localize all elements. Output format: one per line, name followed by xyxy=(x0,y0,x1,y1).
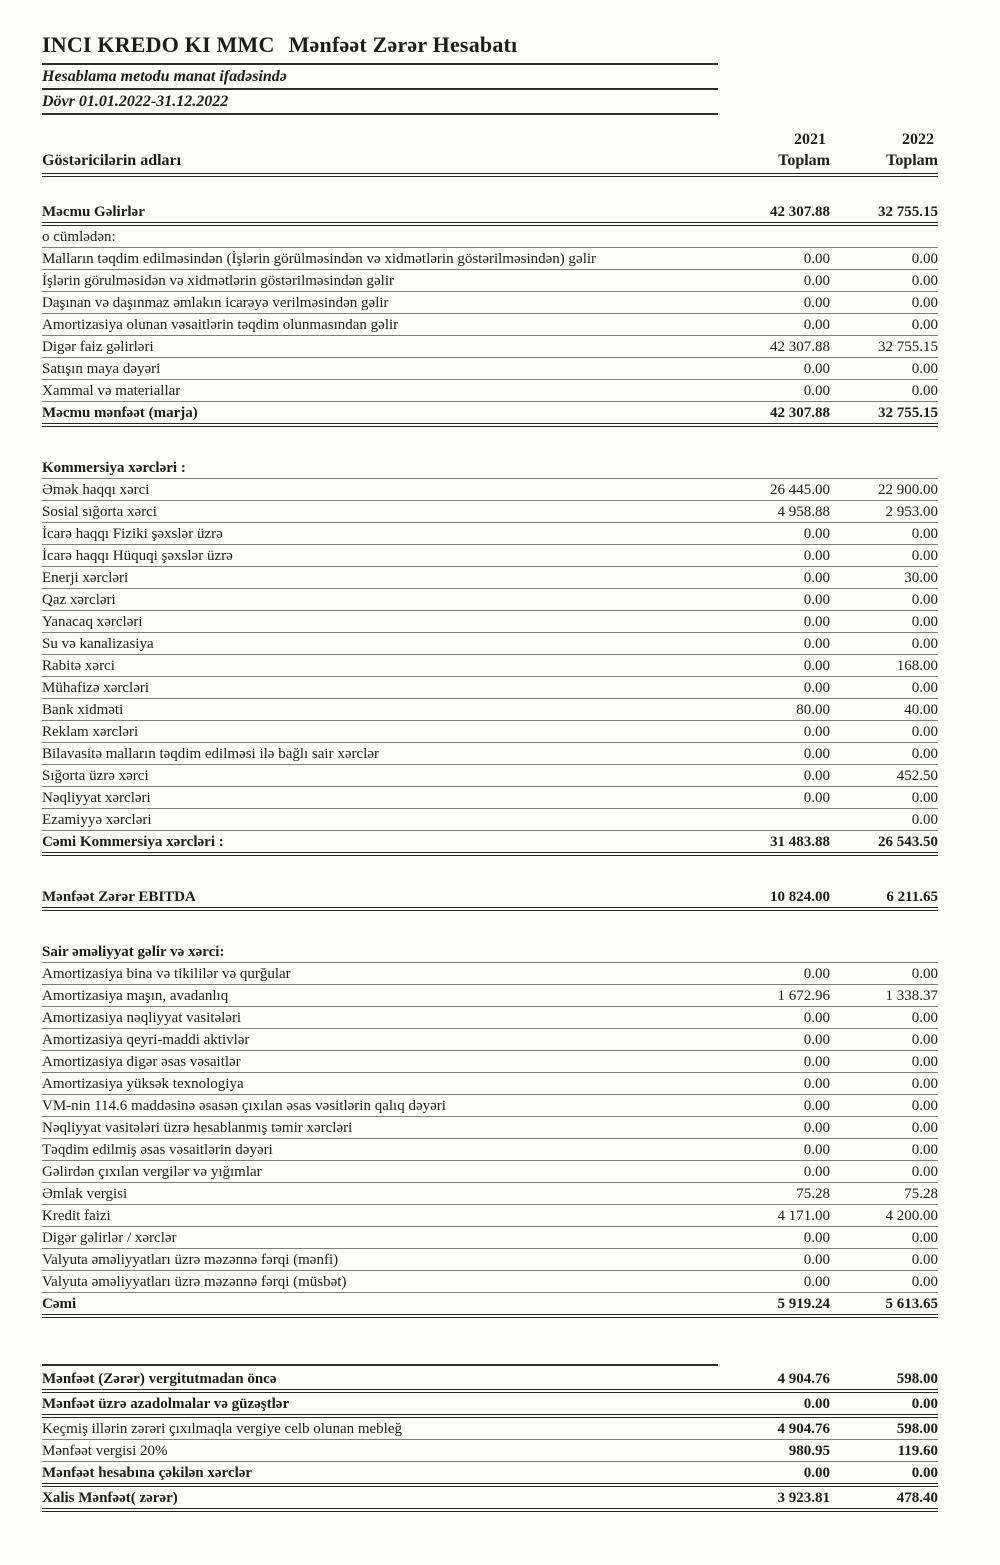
row-label: Xammal və materiallar xyxy=(42,383,181,399)
row-label: Amortizasiya bina və tikililər və qurğular xyxy=(42,966,291,982)
table-row xyxy=(42,314,938,336)
row-label: Məcmu mənfəət (marja) xyxy=(42,405,198,421)
value-2022: 32 755.15 xyxy=(878,204,938,220)
value-2022: 478.40 xyxy=(896,1490,938,1506)
value-2021: 42 307.88 xyxy=(770,339,830,355)
value-2022: 0.00 xyxy=(911,614,938,630)
value-2022: 0.00 xyxy=(911,1076,938,1092)
table-row xyxy=(42,1161,938,1183)
value-2022: 5 613.65 xyxy=(885,1296,938,1312)
table-row xyxy=(42,358,938,380)
value-2022: 598.00 xyxy=(896,1371,938,1387)
value-2022: 2 953.00 xyxy=(885,504,938,520)
value-2021: 4 171.00 xyxy=(777,1208,830,1224)
row-label: İcarə haqqı Fiziki şəxslər üzrə xyxy=(42,526,223,542)
value-2022: 0.00 xyxy=(911,1120,938,1136)
row-label: Amortizasiya olunan vəsaitlərin təqdim olunmasından gəlir xyxy=(42,317,399,333)
table-row xyxy=(42,292,938,314)
value-2021: 0.00 xyxy=(803,383,830,399)
value-2021: 3 923.81 xyxy=(777,1490,830,1506)
row-label: Satışın maya dəyəri xyxy=(42,361,161,377)
row-label: Amortizasiya nəqliyyat vasitələri xyxy=(42,1010,242,1026)
value-2022: 0.00 xyxy=(911,1054,938,1070)
value-2022: 168.00 xyxy=(896,658,938,674)
table-row xyxy=(42,963,938,985)
table-row xyxy=(42,248,938,270)
table-row xyxy=(42,743,938,765)
row-label: Digər gəlirlər / xərclər xyxy=(42,1230,177,1246)
table-row xyxy=(42,380,938,402)
value-2022: 0.00 xyxy=(911,1142,938,1158)
value-2021: 0.00 xyxy=(803,658,830,674)
row-label: İcarə haqqı Hüquqi şəxslər üzrə xyxy=(42,548,233,564)
row-label: Mənfəət hesabına çəkilən xərclər xyxy=(42,1465,253,1481)
column-2022-header xyxy=(830,131,938,170)
row-label: Su və kanalizasiya xyxy=(42,636,154,652)
table-row xyxy=(42,479,938,501)
row-label: Mühafizə xərcləri xyxy=(42,680,150,696)
row-label: Xalis Mənfəət( zərər) xyxy=(42,1490,178,1506)
row-label: o cümlədən: xyxy=(42,229,116,245)
row-label: Kommersiya xərcləri : xyxy=(42,460,186,476)
table-row xyxy=(42,1139,938,1161)
indicator-names-header: Göstəricilərin adları xyxy=(42,152,182,169)
row-label: Sair əməliyyat gəlir və xərci: xyxy=(42,944,225,960)
table-row xyxy=(42,1393,938,1418)
row-label: Təqdim edilmiş əsas vəsaitlərin dəyəri xyxy=(42,1142,273,1158)
value-2021: 0.00 xyxy=(803,768,830,784)
table-row xyxy=(42,831,938,856)
value-2022: 0.00 xyxy=(911,1252,938,1268)
value-2022: 0.00 xyxy=(911,790,938,806)
value-2021: 0.00 xyxy=(803,1032,830,1048)
value-2021: 0.00 xyxy=(803,1465,830,1481)
table-row xyxy=(42,1051,938,1073)
table-row xyxy=(42,1271,938,1293)
value-2022: 0.00 xyxy=(911,812,938,828)
value-2022: 0.00 xyxy=(911,361,938,377)
value-2022: 75.28 xyxy=(904,1186,938,1202)
table-row xyxy=(42,457,938,479)
row-label: Mənfəət vergisi 20% xyxy=(42,1443,168,1459)
value-2021: 0.00 xyxy=(803,680,830,696)
value-2022: 22 900.00 xyxy=(878,482,938,498)
value-2022: 40.00 xyxy=(904,702,938,718)
table-section xyxy=(42,201,938,427)
row-label: Əmlak vergisi xyxy=(42,1186,128,1202)
table-row xyxy=(42,1418,938,1440)
value-2021: 0.00 xyxy=(803,317,830,333)
value-2021: 0.00 xyxy=(803,295,830,311)
table-row xyxy=(42,402,938,427)
row-label: Rabitə xərci xyxy=(42,658,115,674)
row-label: Mənfəət üzrə azadolmalar və güzəştlər xyxy=(42,1396,290,1412)
value-2021: 0.00 xyxy=(803,614,830,630)
value-2022: 32 755.15 xyxy=(878,405,938,421)
value-2021: 980.95 xyxy=(788,1443,830,1459)
table-column-header xyxy=(42,131,938,177)
row-label: Qaz xərcləri xyxy=(42,592,116,608)
value-2022: 0.00 xyxy=(911,966,938,982)
value-2022: 6 211.65 xyxy=(886,889,938,905)
value-2021: 31 483.88 xyxy=(770,834,830,850)
value-2021: 0.00 xyxy=(803,1142,830,1158)
row-label: Ezamiyyə xərcləri xyxy=(42,812,152,828)
table-row xyxy=(42,1249,938,1271)
value-2022: 0.00 xyxy=(911,1230,938,1246)
value-2022: 26 543.50 xyxy=(878,834,938,850)
value-2021: 26 445.00 xyxy=(770,482,830,498)
table-row xyxy=(42,1117,938,1139)
table-row xyxy=(42,545,938,567)
row-label: Enerji xərcləri xyxy=(42,570,129,586)
period-line: Dövr 01.01.2022-31.12.2022 xyxy=(42,90,718,115)
row-label: Məcmu Gəlirlər xyxy=(42,204,145,220)
table-row xyxy=(42,1095,938,1117)
value-2021: 0.00 xyxy=(803,548,830,564)
row-label: Malların təqdim edilməsindən (İşlərin görülməsindən və xidmətlərin göstərilməsindən) gəlir xyxy=(42,251,597,267)
value-2021: 0.00 xyxy=(803,570,830,586)
row-label: Keçmiş illərin zərəri çıxılmaqla vergiye celb olunan mebleğ xyxy=(42,1421,402,1437)
value-2021: 4 904.76 xyxy=(777,1371,830,1387)
table-row xyxy=(42,1183,938,1205)
value-2021: 4 904.76 xyxy=(777,1421,830,1437)
value-2021: 1 672.96 xyxy=(777,988,830,1004)
value-2022: 0.00 xyxy=(911,251,938,267)
table-row xyxy=(42,1205,938,1227)
value-2021: 0.00 xyxy=(803,1396,830,1412)
table-row xyxy=(42,611,938,633)
value-2022: 32 755.15 xyxy=(878,339,938,355)
company-name: INCI KREDO KI MMC xyxy=(42,32,275,57)
toplam-2022-label: Toplam xyxy=(886,152,938,169)
table-row xyxy=(42,1364,938,1393)
row-label: Daşınan və daşınmaz əmlakın icarəyə verilməsindən gəlir xyxy=(42,295,389,311)
value-2022: 452.50 xyxy=(896,768,938,784)
value-2021: 5 919.24 xyxy=(777,1296,830,1312)
value-2021: 0.00 xyxy=(803,1230,830,1246)
table-row xyxy=(42,633,938,655)
value-2022: 0.00 xyxy=(911,1098,938,1114)
table-row xyxy=(42,589,938,611)
value-2022: 0.00 xyxy=(911,1274,938,1290)
value-2021: 4 958.88 xyxy=(777,504,830,520)
table-row xyxy=(42,336,938,358)
page-title xyxy=(42,32,718,65)
table-row xyxy=(42,1440,938,1462)
value-2021: 0.00 xyxy=(803,526,830,542)
value-2021: 0.00 xyxy=(803,790,830,806)
value-2022: 119.60 xyxy=(897,1443,938,1459)
method-line: Hesablama metodu manat ifadəsində xyxy=(42,65,718,90)
value-2021: 0.00 xyxy=(803,592,830,608)
value-2021: 0.00 xyxy=(803,251,830,267)
row-label: VM-nin 114.6 maddəsinə əsasən çıxılan əsas vəsitlərin qalıq dəyəri xyxy=(42,1098,446,1114)
table-row xyxy=(42,501,938,523)
table-section xyxy=(42,886,938,911)
value-2021: 0.00 xyxy=(803,1054,830,1070)
row-label: Amortizasiya digər əsas vəsaitlər xyxy=(42,1054,241,1070)
row-label: Bank xidməti xyxy=(42,702,124,718)
value-2021: 0.00 xyxy=(803,361,830,377)
value-2022: 0.00 xyxy=(911,592,938,608)
table-row xyxy=(42,523,938,545)
table-section xyxy=(42,1364,938,1512)
row-label: Nəqliyyat vasitələri üzrə hesablanmış təmir xərcləri xyxy=(42,1120,353,1136)
row-label: Valyuta əməliyyatları üzrə məzənnə fərqi (müsbət) xyxy=(42,1274,347,1290)
table-row xyxy=(42,1227,938,1249)
year-2021-label: 2021 xyxy=(794,131,826,148)
value-2021: 0.00 xyxy=(803,1252,830,1268)
value-2021: 42 307.88 xyxy=(770,204,830,220)
table-row xyxy=(42,809,938,831)
table-row xyxy=(42,1293,938,1318)
value-2022: 0.00 xyxy=(911,1164,938,1180)
value-2022: 0.00 xyxy=(911,724,938,740)
table-row xyxy=(42,567,938,589)
table-row xyxy=(42,787,938,809)
table-row xyxy=(42,941,938,963)
row-label: Reklam xərcləri xyxy=(42,724,139,740)
table-row xyxy=(42,721,938,743)
toplam-2021-label: Toplam xyxy=(778,152,830,169)
row-label: Amortizasiya yüksək texnologiya xyxy=(42,1076,244,1092)
value-2021: 42 307.88 xyxy=(770,405,830,421)
table-row xyxy=(42,1029,938,1051)
value-2022: 0.00 xyxy=(911,317,938,333)
value-2022: 4 200.00 xyxy=(885,1208,938,1224)
table-section xyxy=(42,941,938,1318)
row-label: Cəmi Kommersiya xərcləri : xyxy=(42,834,224,850)
table-row xyxy=(42,699,938,721)
table-section xyxy=(42,457,938,856)
value-2021: 0.00 xyxy=(803,1010,830,1026)
row-label: Bilavasitə malların təqdim edilməsi ilə bağlı sair xərclər xyxy=(42,746,379,762)
value-2021: 0.00 xyxy=(803,724,830,740)
value-2022: 0.00 xyxy=(911,383,938,399)
value-2022: 0.00 xyxy=(911,1010,938,1026)
value-2022: 0.00 xyxy=(911,273,938,289)
row-label: Sosial sığorta xərci xyxy=(42,504,157,520)
row-label: Nəqliyyat xərcləri xyxy=(42,790,151,806)
value-2022: 0.00 xyxy=(911,680,938,696)
table-row xyxy=(42,886,938,911)
value-2022: 0.00 xyxy=(911,295,938,311)
value-2022: 0.00 xyxy=(911,636,938,652)
value-2021: 10 824.00 xyxy=(770,889,830,905)
value-2021: 0.00 xyxy=(803,1098,830,1114)
value-2022: 598.00 xyxy=(896,1421,938,1437)
row-label: Gəlirdən çıxılan vergilər və yığımlar xyxy=(42,1164,262,1180)
row-label: İşlərin görulməsidən və xidmətlərin göstərilməsindən gəlir xyxy=(42,273,394,289)
value-2021: 80.00 xyxy=(796,702,830,718)
row-label: Kredit faizi xyxy=(42,1208,111,1224)
table-body xyxy=(42,201,938,1512)
value-2021: 0.00 xyxy=(803,1120,830,1136)
row-label: Cəmi xyxy=(42,1296,77,1312)
row-label: Mənfəət (Zərər) vergitutmadan öncə xyxy=(42,1371,277,1387)
value-2021: 0.00 xyxy=(803,1076,830,1092)
table-row xyxy=(42,1007,938,1029)
value-2021: 0.00 xyxy=(803,1274,830,1290)
table-row xyxy=(42,270,938,292)
row-label: Mənfəət Zərər EBITDA xyxy=(42,889,196,905)
table-row xyxy=(42,1487,938,1512)
value-2022: 0.00 xyxy=(911,526,938,542)
value-2021: 0.00 xyxy=(803,636,830,652)
row-label: Valyuta əməliyyatları üzrə məzənnə fərqi (mənfi) xyxy=(42,1252,339,1268)
value-2022: 0.00 xyxy=(911,746,938,762)
row-label: Sığorta üzrə xərci xyxy=(42,768,149,784)
value-2021: 0.00 xyxy=(803,746,830,762)
value-2022: 0.00 xyxy=(911,1465,938,1481)
value-2022: 1 338.37 xyxy=(885,988,938,1004)
table-row xyxy=(42,226,938,248)
table-row xyxy=(42,655,938,677)
value-2022: 0.00 xyxy=(911,1032,938,1048)
row-label: Digər faiz gəlirləri xyxy=(42,339,154,355)
value-2022: 0.00 xyxy=(911,1396,938,1412)
value-2021: 0.00 xyxy=(803,1164,830,1180)
value-2021: 0.00 xyxy=(803,966,830,982)
column-2021-header xyxy=(722,131,830,170)
row-label: Əmək haqqı xərci xyxy=(42,482,150,498)
table-row xyxy=(42,677,938,699)
report-title: Mənfəət Zərər Hesabatı xyxy=(288,32,518,57)
value-2021: 75.28 xyxy=(796,1186,830,1202)
table-row xyxy=(42,1073,938,1095)
year-2022-label: 2022 xyxy=(902,131,934,148)
table-row xyxy=(42,1462,938,1487)
value-2021: 0.00 xyxy=(803,273,830,289)
table-row xyxy=(42,985,938,1007)
value-2022: 30.00 xyxy=(904,570,938,586)
value-2022: 0.00 xyxy=(911,548,938,564)
row-label: Amortizasiya maşın, avadanlıq xyxy=(42,988,229,1004)
table-row xyxy=(42,201,938,226)
row-label: Amortizasiya qeyri-maddi aktivlər xyxy=(42,1032,250,1048)
table-row xyxy=(42,765,938,787)
row-label: Yanacaq xərcləri xyxy=(42,614,143,630)
